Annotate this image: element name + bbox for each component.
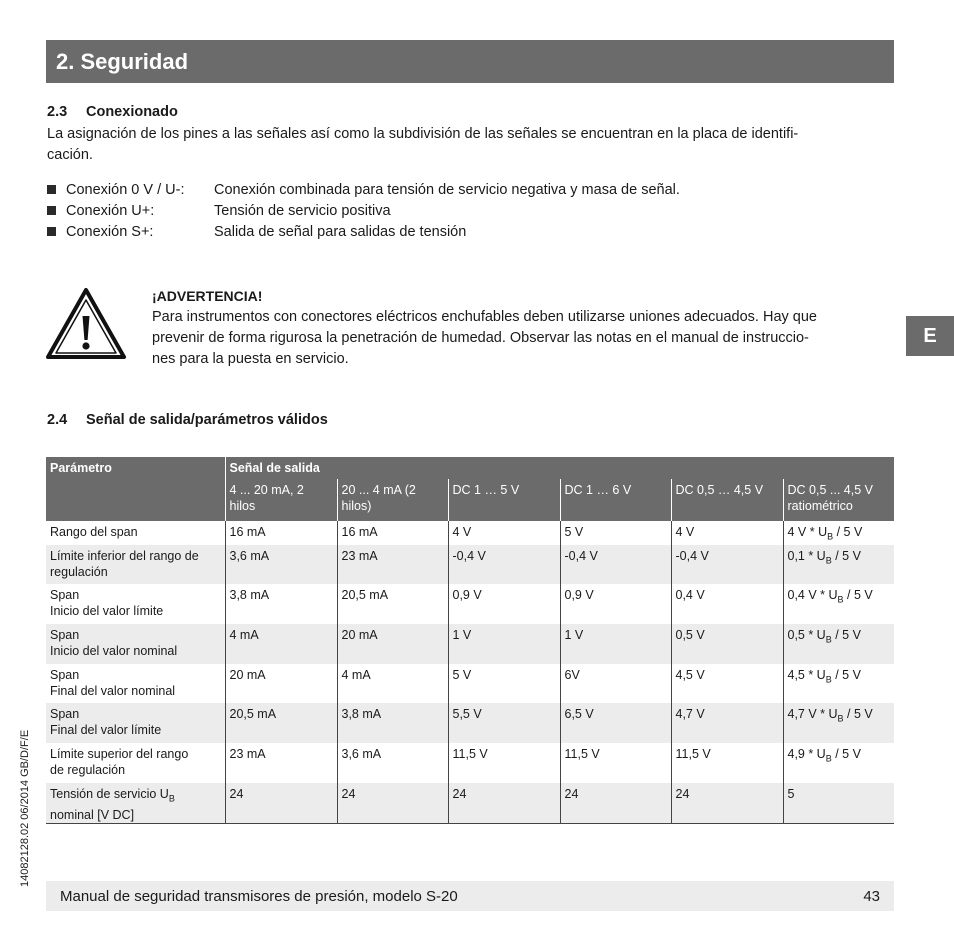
value-part: / 5 V [843,588,873,602]
parameter-line: Inicio del valor nominal [50,644,178,658]
value-cell: 0,5 V [671,624,783,664]
value-cell: 6,5 V [560,703,671,743]
section-header-title: 2. Seguridad [56,48,189,74]
parameter-cell [46,743,225,783]
column-header: DC 1 … 5 V [448,479,560,521]
value-cell: 5 V [560,521,671,545]
subscript-b: B [825,753,832,764]
list-item-label: Conexión U+: [66,202,155,219]
value-cell: 3,8 mA [337,703,448,743]
value-cell: 3,8 mA [225,584,337,624]
table-row [46,521,894,545]
bullet-square-icon [47,206,56,215]
value-cell: 24 [671,783,783,823]
value-cell: 23 mA [225,743,337,783]
value-cell: 6V [560,664,671,703]
intro-line: La asignación de los pines a las señales así como la subdivisión de las señales se encuentran en la placa de identifi- [47,126,799,142]
warning-line: prevenir de forma rigurosa la penetración de humedad. Observar las notas en el manual de instruccio- [152,330,809,346]
value-cell-ratiometric [783,584,894,624]
value-cell: 20 mA [225,664,337,703]
list-item [47,179,680,200]
value-part: 4,9 * U [787,747,826,761]
table-row [46,664,894,703]
value-cell: 11,5 V [671,743,783,783]
subscript-b: B [837,713,844,724]
value-cell: 11,5 V [560,743,671,783]
column-header: 4 ... 20 mA, 2 hilos [225,479,337,521]
section-2-3-heading [47,104,178,120]
value-cell: 4,5 V [671,664,783,703]
warning-triangle-icon [46,288,126,359]
table-row [46,584,894,624]
table-row [46,783,894,823]
section-2-4-heading [47,412,328,428]
value-part: / 5 V [831,668,861,682]
table-header-row [46,457,894,479]
list-item [47,221,680,242]
parameter-line: Final del valor nominal [50,684,176,698]
parameter-line: Span [50,707,80,721]
column-header-output-signal: Señal de salida [225,457,894,479]
warning-title: ¡ADVERTENCIA! [152,288,263,304]
value-cell-ratiometric [783,703,894,743]
value-part: / 5 V [831,747,861,761]
list-item-text: Salida de señal para salidas de tensión [214,223,467,240]
value-cell-ratiometric [783,545,894,584]
section-number: 2.3 [47,104,68,120]
subscript-b: B [837,594,844,605]
value-cell: 4,7 V [671,703,783,743]
parameter-line: Rango del span [50,525,138,539]
column-header: DC 1 … 6 V [560,479,671,521]
parameter-line: de regulación [50,763,126,777]
value-cell: 0,9 V [560,584,671,624]
value-cell: 1 V [448,624,560,664]
language-tab [906,316,954,356]
value-part: 0,5 * U [787,628,826,642]
section-number: 2.4 [47,412,68,428]
value-part: 0,4 V * U [787,588,838,602]
column-header: 20 ... 4 mA (2 hilos) [337,479,448,521]
value-cell: 20 mA [337,624,448,664]
value-part: 4,5 * U [787,668,826,682]
value-cell-ratiometric [783,521,894,545]
value-cell: 16 mA [337,521,448,545]
value-part: / 5 V [831,549,861,563]
column-header-parameter: Parámetro [46,457,225,479]
value-cell: 4 mA [225,624,337,664]
parameter-line: Span [50,668,80,682]
value-cell: 20,5 mA [337,584,448,624]
list-item-label: Conexión 0 V / U-: [66,181,185,198]
parameter-line: Límite superior del rango [50,747,189,761]
value-cell: 16 mA [225,521,337,545]
warning-block [152,286,897,370]
column-header: DC 0,5 ... 4,5 V ratiométrico [783,479,894,521]
parameter-cell [46,584,225,624]
value-cell-ratiometric [783,664,894,703]
value-part: / 5 V [843,707,873,721]
table-row [46,545,894,584]
value-cell: 24 [560,783,671,823]
document-code: 14082128.02 06/2014 GB/D/F/E [19,729,31,887]
connection-intro [47,124,895,166]
bullet-square-icon [47,185,56,194]
value-cell: -0,4 V [671,545,783,584]
value-cell: 1 V [560,624,671,664]
list-item-label: Conexión S+: [66,223,154,240]
intro-line: cación. [47,147,93,163]
value-part: 0,1 * U [787,549,826,563]
warning-line: nes para la puesta en servicio. [152,351,349,367]
value-cell: 3,6 mA [225,545,337,584]
parameter-cell [46,521,225,545]
section-header [46,40,894,83]
language-tab-label: E [923,324,937,347]
parameter-line: Span [50,628,80,642]
parameter-line: Span [50,588,80,602]
value-cell: -0,4 V [448,545,560,584]
footer-title: Manual de seguridad transmisores de presión, modelo S-20 [60,887,458,905]
value-cell: -0,4 V [560,545,671,584]
table-row [46,624,894,664]
output-signal-table [46,457,894,824]
page-number: 43 [863,887,880,905]
parameter-cell [46,783,225,823]
value-part: 4,7 V * U [787,707,838,721]
list-item-text: Conexión combinada para tensión de servicio negativa y masa de señal. [214,181,680,198]
subscript-b: B [168,793,175,804]
value-part: / 5 V [833,525,863,539]
value-cell: 24 [448,783,560,823]
value-cell: 23 mA [337,545,448,584]
connection-list [47,179,680,242]
value-cell: 4 V [671,521,783,545]
value-cell: 5 [783,783,894,823]
column-header: DC 0,5 … 4,5 V [671,479,783,521]
warning-line: Para instrumentos con conectores eléctricos enchufables deben utilizarse uniones adecuados. Hay que [152,309,817,325]
parameter-line: regulación [50,565,108,579]
value-cell: 3,6 mA [337,743,448,783]
table-row [46,703,894,743]
value-cell: 0,9 V [448,584,560,624]
value-cell: 5 V [448,664,560,703]
value-cell: 20,5 mA [225,703,337,743]
bullet-square-icon [47,227,56,236]
subscript-b: B [827,531,834,542]
section-title: Señal de salida/parámetros válidos [86,412,328,428]
section-title: Conexionado [86,104,178,120]
parameter-cell [46,624,225,664]
value-cell-ratiometric [783,624,894,664]
parameter-line [50,786,222,807]
table-subheader-row [46,479,894,521]
subscript-b: B [825,555,832,566]
parameter-text: Tensión de servicio U [50,787,169,801]
value-cell: 4 V [448,521,560,545]
value-cell: 4 mA [337,664,448,703]
table-row [46,743,894,783]
parameter-line: Inicio del valor límite [50,604,164,618]
parameter-cell [46,664,225,703]
value-cell: 5,5 V [448,703,560,743]
parameter-line: Límite inferior del rango de [50,549,199,563]
list-item [47,200,680,221]
list-item-text: Tensión de servicio positiva [214,202,391,219]
value-cell: 0,4 V [671,584,783,624]
parameter-line: nominal [V DC] [50,807,135,822]
value-cell: 24 [337,783,448,823]
page-footer [46,881,894,911]
value-cell: 24 [225,783,337,823]
parameter-cell [46,545,225,584]
value-cell: 11,5 V [448,743,560,783]
value-part: / 5 V [831,628,861,642]
value-cell-ratiometric [783,743,894,783]
parameter-cell [46,703,225,743]
subscript-b: B [825,634,832,645]
subscript-b: B [825,674,832,685]
value-part: 4 V * U [787,525,828,539]
column-header-blank [46,479,225,521]
parameter-line: Final del valor límite [50,723,162,737]
